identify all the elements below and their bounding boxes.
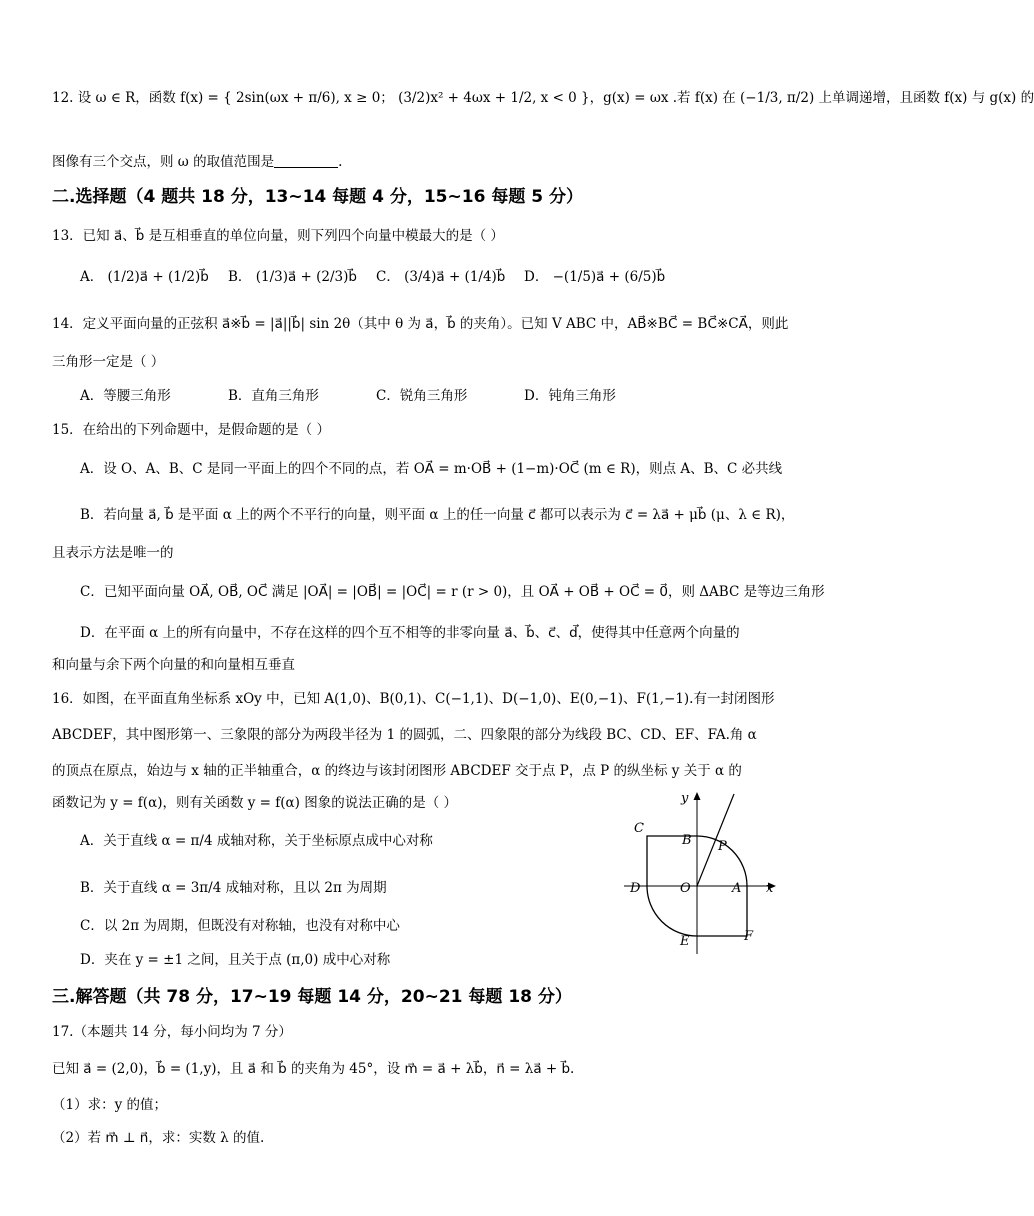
q13-option-b: B． (1/3)a⃗ + (2/3)b⃗ bbox=[228, 269, 357, 285]
y-axis-arrow-icon bbox=[694, 792, 701, 800]
q13-options bbox=[80, 267, 672, 287]
q15-option-b-line1: B．若向量 a⃗, b⃗ 是平面 α 上的两个不平行的向量，则平面 α 上的任一向量 c⃗ 都可以表示为 c⃗ = λa⃗ + μb⃗ (μ、λ ∈ R)， bbox=[80, 507, 795, 523]
q14-line2: 三角形一定是（ ） bbox=[52, 354, 165, 370]
q16-option-d: D．夹在 y = ±1 之间，且关于点 (π,0) 成中心对称 bbox=[80, 952, 391, 968]
q17-part2: （2）若 m⃗ ⊥ n⃗，求：实数 λ 的值. bbox=[52, 1130, 265, 1146]
q13-option-c: C． (3/4)a⃗ + (1/4)b⃗ bbox=[376, 269, 506, 285]
q15-option-b-line2: 且表示方法是唯一的 bbox=[52, 545, 174, 561]
q16-option-c: C．以 2π 为周期，但既没有对称轴，也没有对称中心 bbox=[80, 918, 400, 934]
q16-option-b: B．关于直线 α = 3π/4 成轴对称，且以 2π 为周期 bbox=[80, 880, 387, 896]
label-y: y bbox=[681, 791, 689, 806]
answer-blank bbox=[274, 153, 338, 168]
q15-option-a: A．设 O、A、B、C 是同一平面上的四个不同的点，若 OA⃗ = m·OB⃗ + (1−m)·OC⃗ (m ∈ R)，则点 A、B、C 必共线 bbox=[80, 461, 783, 477]
section-3-heading: 三.解答题（共 78 分，17~19 每题 14 分，20~21 每题 18 分） bbox=[52, 987, 572, 1007]
q16-line4: 函数记为 y = f(α)，则有关函数 y = f(α) 图象的说法正确的是（ ） bbox=[52, 795, 457, 811]
q15-option-d-line2: 和向量与余下两个向量的和向量相互垂直 bbox=[52, 657, 295, 673]
q15-option-d-line1: D．在平面 α 上的所有向量中，不存在这样的四个互不相等的非零向量 a⃗、b⃗、c⃗、d⃗，使得其中任意两个向量的 bbox=[80, 625, 740, 641]
q14-option-a: A．等腰三角形 bbox=[80, 388, 171, 404]
q12-line2-text: 图像有三个交点，则 ω 的取值范围是 bbox=[52, 154, 275, 170]
q14-line1: 14．定义平面向量的正弦积 a⃗※b⃗ = |a⃗||b⃗| sin 2θ（其中 θ 为 a⃗，b⃗ 的夹角）。已知 V ABC 中，AB⃗※BC⃗ = BC⃗※CA⃗，则此 bbox=[52, 316, 789, 332]
q12-line2 bbox=[52, 152, 820, 172]
label-c: C bbox=[634, 821, 644, 836]
label-d: D bbox=[630, 881, 641, 896]
label-o: O bbox=[680, 881, 691, 896]
q14-option-c: C．锐角三角形 bbox=[376, 388, 468, 404]
q16-coordinate-figure bbox=[620, 788, 790, 958]
label-f: F bbox=[744, 929, 754, 944]
label-b: B bbox=[682, 833, 692, 848]
q17-part1: （1）求：y 的值； bbox=[52, 1097, 168, 1113]
label-x: x bbox=[766, 881, 774, 896]
q17-header: 17.（本题共 14 分，每小问均为 7 分） bbox=[52, 1024, 292, 1040]
q15-option-c: C．已知平面向量 OA⃗, OB⃗, OC⃗ 满足 |OA⃗| = |OB⃗| = |OC⃗| = r (r > 0)，且 OA⃗ + OB⃗ + OC⃗ = 0⃗，则 ΔABC 是等边三角形 bbox=[80, 584, 825, 600]
q12-line2-end: . bbox=[338, 154, 343, 170]
q17-given: 已知 a⃗ = (2,0)，b⃗ = (1,y)，且 a⃗ 和 b⃗ 的夹角为 45°，设 m⃗ = a⃗ + λb⃗，n⃗ = λa⃗ + b⃗. bbox=[52, 1061, 575, 1077]
q15-stem: 15．在给出的下列命题中，是假命题的是（ ） bbox=[52, 422, 330, 438]
q16-line3: 的顶点在原点，始边与 x 轴的正半轴重合，α 的终边与该封闭图形 ABCDEF 交于点 P，点 P 的纵坐标 y 关于 α 的 bbox=[52, 763, 742, 779]
label-p: P bbox=[718, 839, 727, 854]
q14-option-b: B．直角三角形 bbox=[228, 388, 319, 404]
section-2-heading: 二.选择题（4 题共 18 分，13~14 每题 4 分，15~16 每题 5 分） bbox=[52, 187, 583, 207]
label-a: A bbox=[732, 881, 742, 896]
terminal-ray bbox=[697, 794, 734, 886]
q13-option-a: A． (1/2)a⃗ + (1/2)b⃗ bbox=[80, 269, 209, 285]
q16-option-a: A．关于直线 α = π/4 成轴对称，关于坐标原点成中心对称 bbox=[80, 833, 433, 849]
q13-option-d: D． −(1/5)a⃗ + (6/5)b⃗ bbox=[524, 269, 666, 285]
q13-stem: 13．已知 a⃗、b⃗ 是互相垂直的单位向量，则下列四个向量中模最大的是（ ） bbox=[52, 228, 504, 244]
label-e: E bbox=[680, 934, 690, 949]
q14-option-d: D．钝角三角形 bbox=[524, 388, 616, 404]
q16-line1: 16．如图，在平面直角坐标系 xOy 中，已知 A(1,0)、B(0,1)、C(−1,1)、D(−1,0)、E(0,−1)、F(1,−1).有一封闭图形 bbox=[52, 691, 775, 707]
q12-line1: 12. 设 ω ∈ R，函数 f(x) = { 2sin(ωx + π/6), x ≥ 0； (3/2)x² + 4ωx + 1/2, x < 0 }，g(x) = ωx .若 f(x) 在 (−1/3, π/2) 上单调递增，且函数 f(x) 与 g(x) 的 bbox=[52, 90, 1034, 106]
q14-options bbox=[80, 386, 672, 406]
q16-line2: ABCDEF，其中图形第一、三象限的部分为两段半径为 1 的圆弧，二、四象限的部分为线段 BC、CD、EF、FA.角 α bbox=[52, 727, 757, 743]
